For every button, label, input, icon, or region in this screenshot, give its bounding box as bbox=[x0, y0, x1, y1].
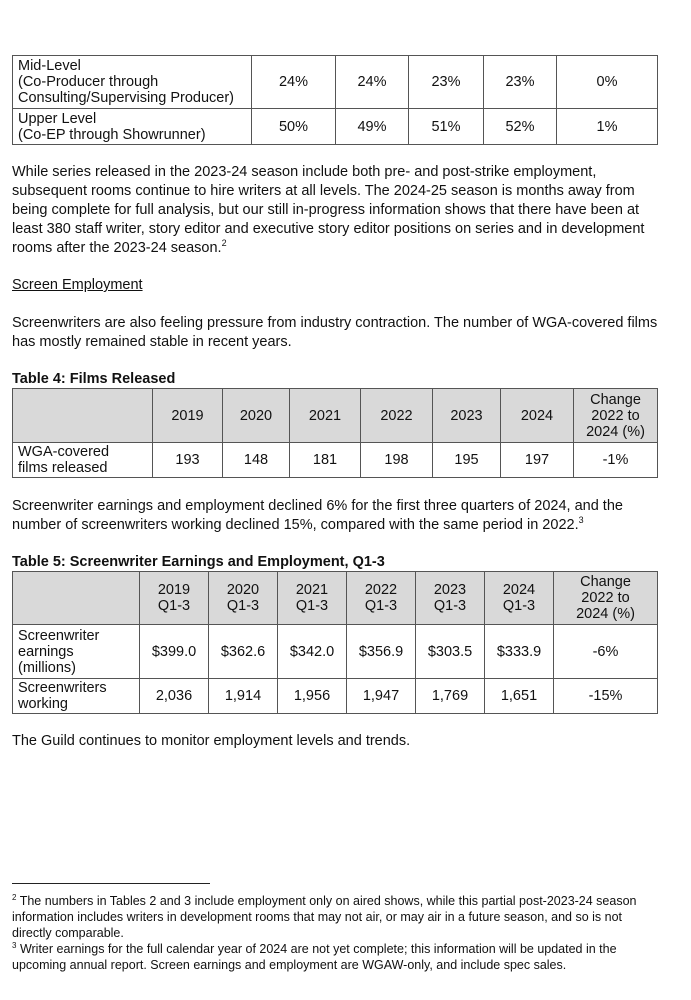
table-cell: $399.0 bbox=[140, 625, 209, 679]
section-heading: Screen Employment bbox=[12, 277, 143, 293]
table-cell: 23% bbox=[484, 56, 557, 109]
table-cell: -1% bbox=[574, 443, 658, 478]
table-cell: 2,036 bbox=[140, 679, 209, 714]
table-row bbox=[13, 625, 658, 679]
table-cell: -15% bbox=[554, 679, 658, 714]
table-caption: Table 5: Screenwriter Earnings and Employment, Q1-3 bbox=[12, 554, 385, 570]
table-cell: 51% bbox=[409, 109, 484, 145]
paragraph-text: Screenwriter earnings and employment declined 6% for the first three quarters of 2024, and the number of screenwriters working declined 15%, compared with the same period in 2022. bbox=[12, 498, 623, 533]
footnote-number: 2 bbox=[12, 892, 17, 902]
screenwriter-earnings-table bbox=[12, 571, 658, 714]
body-paragraph bbox=[12, 497, 662, 535]
header-line: 2024 (%) bbox=[586, 423, 645, 440]
column-header: 2019 bbox=[153, 389, 223, 443]
column-header bbox=[416, 572, 485, 625]
row-label-line: Screenwriters bbox=[18, 680, 107, 696]
table-cell: 1% bbox=[557, 109, 658, 145]
table-cell: 49% bbox=[336, 109, 409, 145]
row-label-line: (millions) bbox=[18, 659, 76, 676]
footnote-number: 3 bbox=[12, 940, 17, 950]
table-caption: Table 4: Films Released bbox=[12, 371, 176, 387]
body-paragraph bbox=[12, 163, 662, 258]
body-paragraph: Screenwriters are also feeling pressure from industry contraction. The number of WGA-covered films has mostly remained stable in recent years. bbox=[12, 315, 658, 350]
header-year: 2022 bbox=[364, 582, 398, 598]
footnote-separator bbox=[12, 883, 210, 884]
column-header: 2022 bbox=[361, 389, 433, 443]
row-label bbox=[13, 443, 153, 478]
footnote bbox=[12, 893, 664, 941]
column-header: 2021 bbox=[290, 389, 361, 443]
table-cell: 52% bbox=[484, 109, 557, 145]
table-cell: 1,947 bbox=[347, 679, 416, 714]
header-year: 2024 bbox=[502, 582, 536, 598]
table-cell: 24% bbox=[252, 56, 336, 109]
table-cell: 50% bbox=[252, 109, 336, 145]
footnote-ref: 2 bbox=[221, 238, 227, 249]
header-line: Change bbox=[590, 391, 641, 408]
table-cell: 197 bbox=[501, 443, 574, 478]
table-cell: 24% bbox=[336, 56, 409, 109]
header-year: 2021 bbox=[295, 582, 329, 598]
footnote-ref: 3 bbox=[578, 515, 584, 526]
row-label-line: (Co-EP through Showrunner) bbox=[18, 126, 206, 143]
films-released-table bbox=[12, 388, 658, 478]
footnote bbox=[12, 941, 664, 973]
header-line: 2022 to bbox=[591, 407, 640, 424]
column-header bbox=[278, 572, 347, 625]
row-label-line: WGA-covered bbox=[18, 444, 110, 460]
row-label-line: Upper Level bbox=[18, 110, 97, 127]
row-label-line: films released bbox=[18, 460, 108, 476]
change-column-header bbox=[574, 389, 658, 443]
column-header: 2020 bbox=[223, 389, 290, 443]
row-label bbox=[13, 56, 252, 109]
table-cell: $333.9 bbox=[485, 625, 554, 679]
table-cell: -6% bbox=[554, 625, 658, 679]
table-header-row bbox=[13, 389, 658, 443]
body-paragraph: The Guild continues to monitor employment levels and trends. bbox=[12, 733, 411, 749]
table-cell: 1,651 bbox=[485, 679, 554, 714]
table-cell: $303.5 bbox=[416, 625, 485, 679]
header-blank-cell bbox=[13, 572, 140, 625]
header-year: 2023 bbox=[433, 582, 467, 598]
table-cell: 1,914 bbox=[209, 679, 278, 714]
column-header bbox=[485, 572, 554, 625]
column-header bbox=[209, 572, 278, 625]
column-header: 2023 bbox=[433, 389, 501, 443]
table-cell: 193 bbox=[153, 443, 223, 478]
row-label-line: working bbox=[18, 696, 68, 712]
table-row bbox=[13, 679, 658, 714]
row-label bbox=[13, 679, 140, 714]
table-cell: $356.9 bbox=[347, 625, 416, 679]
table-cell: 0% bbox=[557, 56, 658, 109]
header-blank-cell bbox=[13, 389, 153, 443]
header-year: 2019 bbox=[157, 582, 191, 598]
header-period: Q1-3 bbox=[433, 598, 467, 614]
header-line: 2022 to bbox=[581, 590, 630, 606]
row-label-line: Mid-Level bbox=[18, 58, 81, 74]
row-label bbox=[13, 109, 252, 145]
table-row bbox=[13, 443, 658, 478]
paragraph-text: While series released in the 2023-24 season include both pre- and post-strike employment, subsequent rooms continue to hire writers at all levels. The 2024-25 season is months away from being complete for full analysis, but our still in-progress information shows that there have been at least 380 staff writer, story editor and executive story editor positions on series and in development rooms after the 2023-24 season. bbox=[12, 164, 645, 256]
row-label-line: earnings bbox=[18, 643, 74, 660]
row-label-line: Screenwriter bbox=[18, 627, 100, 644]
table-cell: 148 bbox=[223, 443, 290, 478]
footnote-text: Writer earnings for the full calendar year of 2024 are not yet complete; this information will be updated in the upcoming annual report. Screen earnings and employment are WGAW-only, and include spec sales. bbox=[12, 942, 617, 972]
row-label bbox=[13, 625, 140, 679]
footnote-text: The numbers in Tables 2 and 3 include employment only on aired shows, while this partial post-2023-24 season information includes writers in development rooms that may not air, or may air in a future season, and so is not directly comparable. bbox=[12, 894, 637, 940]
row-label-line: (Co-Producer through bbox=[18, 74, 159, 90]
table-cell: 195 bbox=[433, 443, 501, 478]
table-cell: $342.0 bbox=[278, 625, 347, 679]
table3-continuation bbox=[12, 55, 658, 145]
table-cell: $362.6 bbox=[209, 625, 278, 679]
table-cell: 198 bbox=[361, 443, 433, 478]
header-period: Q1-3 bbox=[226, 598, 260, 614]
table-cell: 181 bbox=[290, 443, 361, 478]
header-period: Q1-3 bbox=[364, 598, 398, 614]
table-cell: 1,769 bbox=[416, 679, 485, 714]
table-header-row bbox=[13, 572, 658, 625]
table-row-mid-level bbox=[13, 56, 658, 109]
header-period: Q1-3 bbox=[502, 598, 536, 614]
header-period: Q1-3 bbox=[295, 598, 329, 614]
header-line: 2024 (%) bbox=[576, 606, 635, 622]
column-header: 2024 bbox=[501, 389, 574, 443]
table-row-upper-level bbox=[13, 109, 658, 145]
change-column-header bbox=[554, 572, 658, 625]
table-cell: 1,956 bbox=[278, 679, 347, 714]
header-year: 2020 bbox=[226, 582, 260, 598]
header-line: Change bbox=[580, 574, 631, 590]
table-cell: 23% bbox=[409, 56, 484, 109]
row-label-line: Consulting/Supervising Producer) bbox=[18, 90, 234, 106]
header-period: Q1-3 bbox=[157, 598, 191, 614]
column-header bbox=[347, 572, 416, 625]
column-header bbox=[140, 572, 209, 625]
